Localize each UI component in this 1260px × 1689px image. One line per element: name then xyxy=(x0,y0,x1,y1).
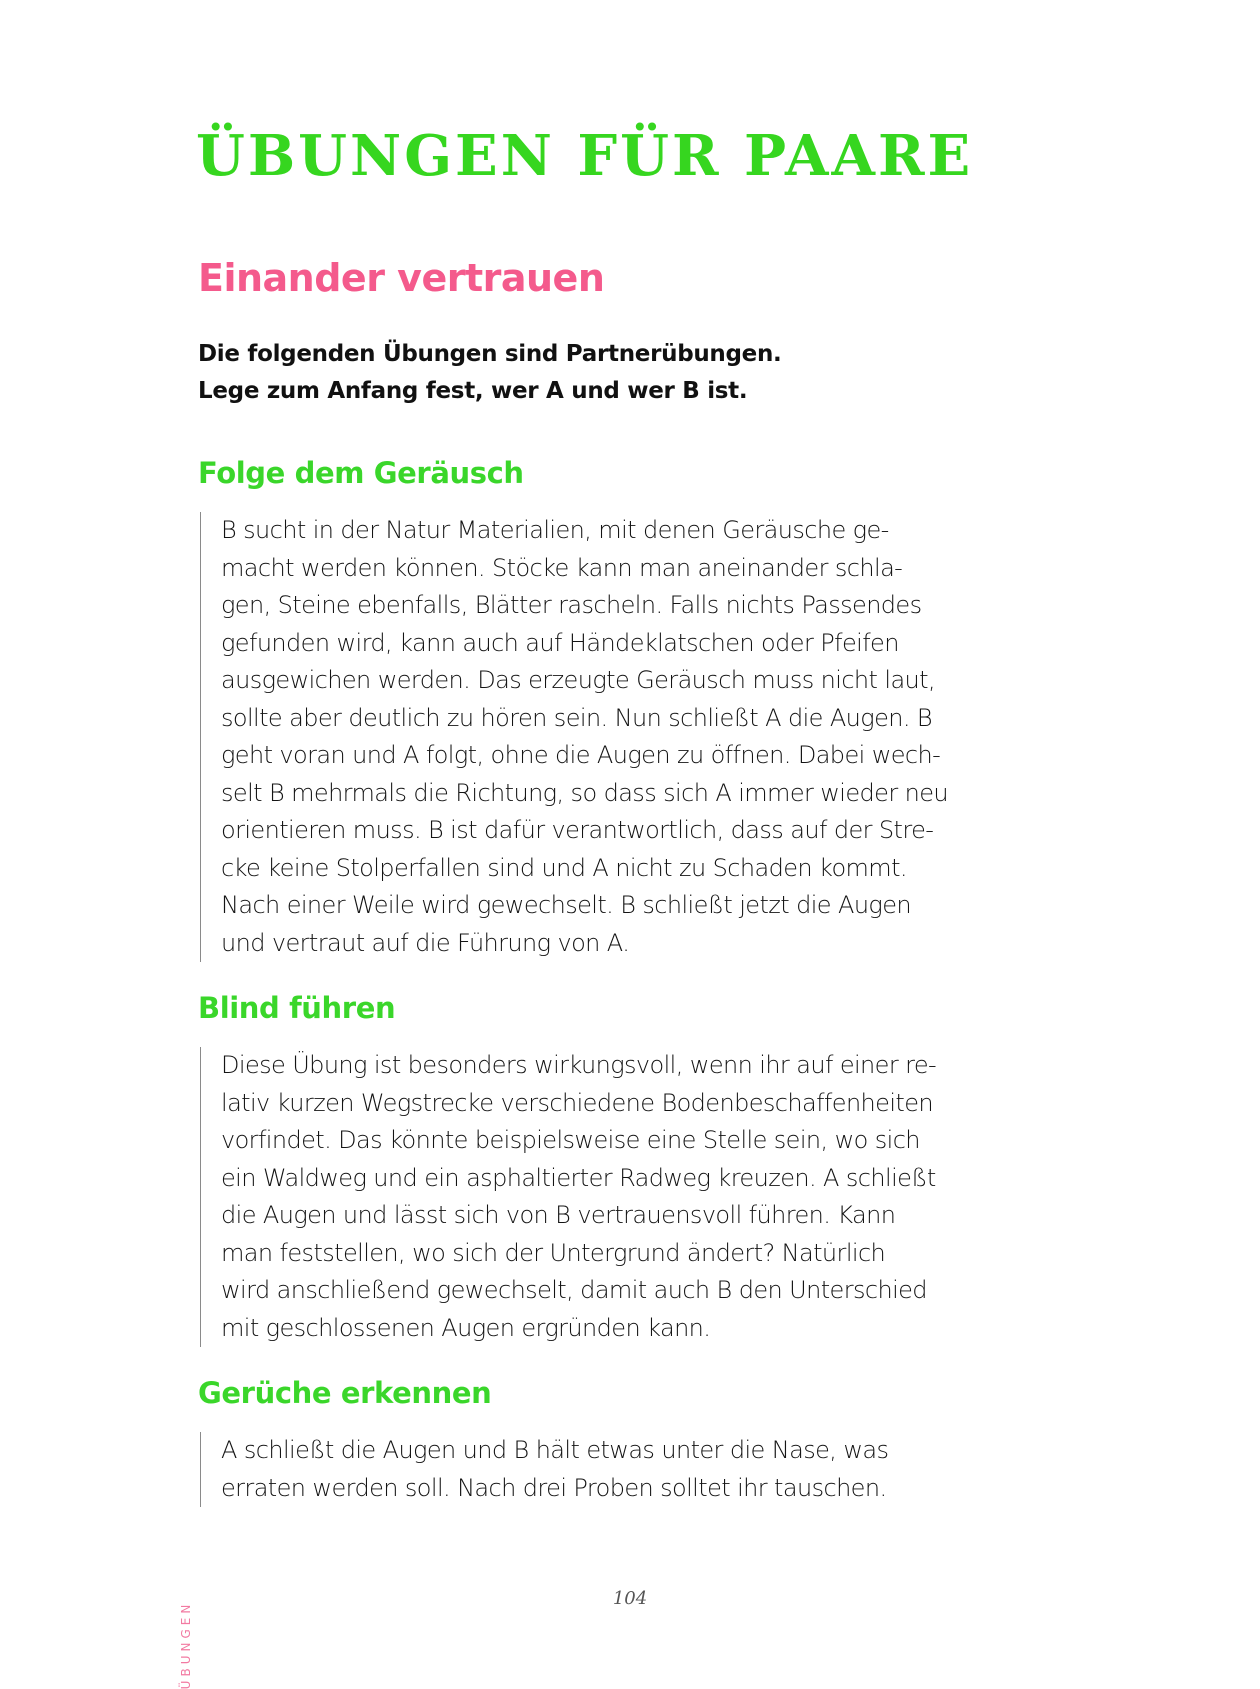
body-line: orientieren muss. B ist dafür verantwortlich, dass auf der Stre- xyxy=(221,816,934,844)
side-running-label: ÜBUNGEN xyxy=(179,1600,193,1689)
body-line: cke keine Stolperfallen sind und A nicht zu Schaden kommt. xyxy=(221,853,907,882)
exercise-heading-gerueche-erkennen: Gerüche erkennen xyxy=(198,1376,492,1410)
intro-line: Die folgenden Übungen sind Partnerübungen. xyxy=(198,341,782,367)
body-line: wird anschließend gewechselt, damit auch B den Unterschied xyxy=(221,1276,927,1304)
body-line: man feststellen, wo sich der Untergrund ändert? Natürlich xyxy=(221,1238,886,1267)
body-line: A schließt die Augen und B hält etwas unter die Nase, was xyxy=(221,1436,889,1464)
body-line: gefunden wird, kann auch auf Händeklatschen oder Pfeifen xyxy=(221,628,899,657)
body-line: Diese Übung ist besonders wirkungsvoll, wenn ihr auf einer re- xyxy=(221,1051,937,1079)
exercise-heading-folge-dem-geraeusch: Folge dem Geräusch xyxy=(198,456,524,490)
body-line: mit geschlossenen Augen ergründen kann. xyxy=(221,1313,711,1342)
body-line: die Augen und lässt sich von B vertrauensvoll führen. Kann xyxy=(221,1201,896,1229)
intro-line: Lege zum Anfang fest, wer A und wer B ist. xyxy=(198,378,748,404)
section-title: Einander vertrauen xyxy=(198,256,605,300)
intro-text xyxy=(198,336,781,410)
body-line: erraten werden soll. Nach drei Proben solltet ihr tauschen. xyxy=(221,1473,887,1502)
body-line: gen, Steine ebenfalls, Blätter rascheln. Falls nichts Passendes xyxy=(221,591,922,619)
body-line: und vertraut auf die Führung von A. xyxy=(221,928,630,957)
body-line: B sucht in der Natur Materialien, mit denen Geräusche ge- xyxy=(221,516,889,544)
exercise-heading-blind-fuehren: Blind führen xyxy=(198,991,396,1025)
body-line: ein Waldweg und ein asphaltierter Radweg kreuzen. A schließt xyxy=(221,1163,936,1192)
body-line: macht werden können. Stöcke kann man aneinander schla- xyxy=(221,553,903,582)
body-line: Nach einer Weile wird gewechselt. B schließt jetzt die Augen xyxy=(221,891,912,919)
exercise-body-blind-fuehren xyxy=(200,1047,1101,1347)
body-line: selt B mehrmals die Richtung, so dass sich A immer wieder neu xyxy=(221,778,949,807)
exercise-body-gerueche-erkennen xyxy=(200,1432,1101,1507)
page-title: ÜBUNGEN FÜR PAARE xyxy=(196,123,974,189)
body-line: ausgewichen werden. Das erzeugte Geräusch muss nicht laut, xyxy=(221,666,936,694)
body-line: geht voran und A folgt, ohne die Augen zu öffnen. Dabei wech- xyxy=(221,741,941,769)
exercise-body-folge-dem-geraeusch xyxy=(200,512,1101,962)
body-line: sollte aber deutlich zu hören sein. Nun schließt A die Augen. B xyxy=(221,703,933,732)
body-line: vorfindet. Das könnte beispielsweise eine Stelle sein, wo sich xyxy=(221,1126,920,1154)
body-line: lativ kurzen Wegstrecke verschiedene Bodenbeschaffenheiten xyxy=(221,1088,933,1117)
page-number: 104 xyxy=(612,1588,648,1609)
